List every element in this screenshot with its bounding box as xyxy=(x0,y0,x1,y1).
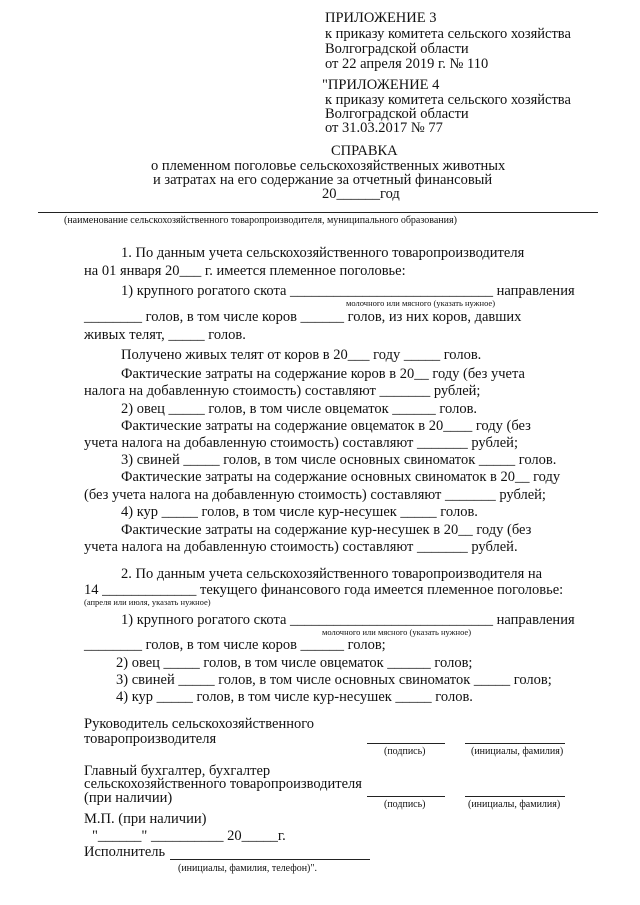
s2-line5: 2) овец _____ голов, в том числе овцематок ______ голов; xyxy=(116,655,473,671)
s2-month-caption: (апреля или июля, указать нужное) xyxy=(84,597,211,607)
head-title-line2: товаропроизводителя xyxy=(84,731,217,747)
s1-line4: ________ голов, в том числе коров ______ голов, из них коров, давших xyxy=(84,309,522,325)
s1-line7: Фактические затраты на содержание коров в 20__ году (без учета xyxy=(121,366,525,382)
appendix4-line2: Волгоградской области xyxy=(325,106,469,122)
appendix3-line3: от 22 апреля 2019 г. № 110 xyxy=(325,56,489,72)
s2-line3: 1) крупного рогатого скота ____________________________ направления xyxy=(121,612,575,628)
title-line2: и затратах на его содержание за отчетный финансовый xyxy=(153,172,493,188)
head-signature-caption: (подпись) xyxy=(384,746,426,757)
accountant-name-line xyxy=(465,796,565,797)
title-line1: о племенном поголовье сельскохозяйственных животных xyxy=(151,158,506,174)
s1-line9: 2) овец _____ голов, в том числе овцематок ______ голов. xyxy=(121,401,478,417)
appendix4-title: "ПРИЛОЖЕНИЕ 4 xyxy=(322,77,440,93)
accountant-signature-caption: (подпись) xyxy=(384,799,426,810)
s2-line7: 4) кур _____ голов, в том числе кур-несушек _____ голов. xyxy=(116,689,473,705)
s1-line3: 1) крупного рогатого скота ____________________________ направления xyxy=(121,283,575,299)
head-title-line1: Руководитель сельскохозяйственного xyxy=(84,716,315,732)
executor-line xyxy=(170,859,370,860)
s2-line4: ________ голов, в том числе коров ______ голов; xyxy=(84,637,386,653)
appendix3-line1: к приказу комитета сельского хозяйства xyxy=(325,26,571,42)
s2-line6: 3) свиней _____ голов, в том числе основных свиноматок _____ голов; xyxy=(116,672,552,688)
s1-line11: учета налога на добавленную стоимость) составляют _______ рублей; xyxy=(84,435,518,451)
accountant-name-caption: (инициалы, фамилия) xyxy=(468,799,561,810)
s1-line2: на 01 января 20___ г. имеется племенное поголовье: xyxy=(84,263,406,279)
title-year: 20______год xyxy=(322,186,400,202)
appendix3-line2: Волгоградской области xyxy=(325,41,469,57)
s1-line16: Фактические затраты на содержание кур-несушек в 20__ году (без xyxy=(121,522,532,538)
accountant-signature-line xyxy=(367,796,445,797)
appendix4-line1: к приказу комитета сельского хозяйства xyxy=(325,92,571,108)
s1-line13: Фактические затраты на содержание основных свиноматок в 20__ году xyxy=(121,469,561,485)
date-line: "______" __________ 20_____г. xyxy=(92,828,286,844)
accountant-line2: сельскохозяйственного товаропроизводителя xyxy=(84,776,362,792)
document-title: СПРАВКА xyxy=(331,143,398,159)
s2-line2: 14 _____________ текущего финансового года имеется племенное поголовье: xyxy=(84,582,564,598)
executor-label: Исполнитель xyxy=(84,844,166,860)
appendix4-line3: от 31.03.2017 № 77 xyxy=(325,120,443,136)
appendix3-title: ПРИЛОЖЕНИЕ 3 xyxy=(325,10,437,26)
s1-line5: живых телят, _____ голов. xyxy=(84,327,246,343)
s1-breed-caption: молочного или мясного (указать нужное) xyxy=(346,298,496,308)
s1-line8: налога на добавленную стоимость) составляют _______ рублей; xyxy=(84,383,481,399)
s1-line17: учета налога на добавленную стоимость) составляют _______ рублей. xyxy=(84,539,518,555)
s1-line6: Получено живых телят от коров в 20___ году _____ голов. xyxy=(121,347,482,363)
stamp-label: М.П. (при наличии) xyxy=(84,811,207,827)
head-name-caption: (инициалы, фамилия) xyxy=(471,746,564,757)
accountant-line1: Главный бухгалтер, бухгалтер xyxy=(84,763,271,779)
head-signature-line xyxy=(367,743,445,744)
s1-line10: Фактические затраты на содержание овцематок в 20____ году (без xyxy=(121,418,531,434)
s1-line12: 3) свиней _____ голов, в том числе основных свиноматок _____ голов. xyxy=(121,452,557,468)
org-name-caption: (наименование сельскохозяйственного товаропроизводителя, муниципального образования) xyxy=(64,215,457,226)
s1-line15: 4) кур _____ голов, в том числе кур-несушек _____ голов. xyxy=(121,504,478,520)
s2-line1: 2. По данным учета сельскохозяйственного товаропроизводителя на xyxy=(121,566,543,582)
executor-caption: (инициалы, фамилия, телефон)". xyxy=(178,863,317,874)
s2-breed-caption: молочного или мясного (указать нужное) xyxy=(322,627,472,637)
s1-line14: (без учета налога на добавленную стоимость) составляют _______ рублей; xyxy=(84,487,546,503)
s1-line1: 1. По данным учета сельскохозяйственного товаропроизводителя xyxy=(121,245,525,261)
org-name-line xyxy=(38,212,598,213)
head-name-line xyxy=(465,743,565,744)
accountant-line3: (при наличии) xyxy=(84,790,173,806)
